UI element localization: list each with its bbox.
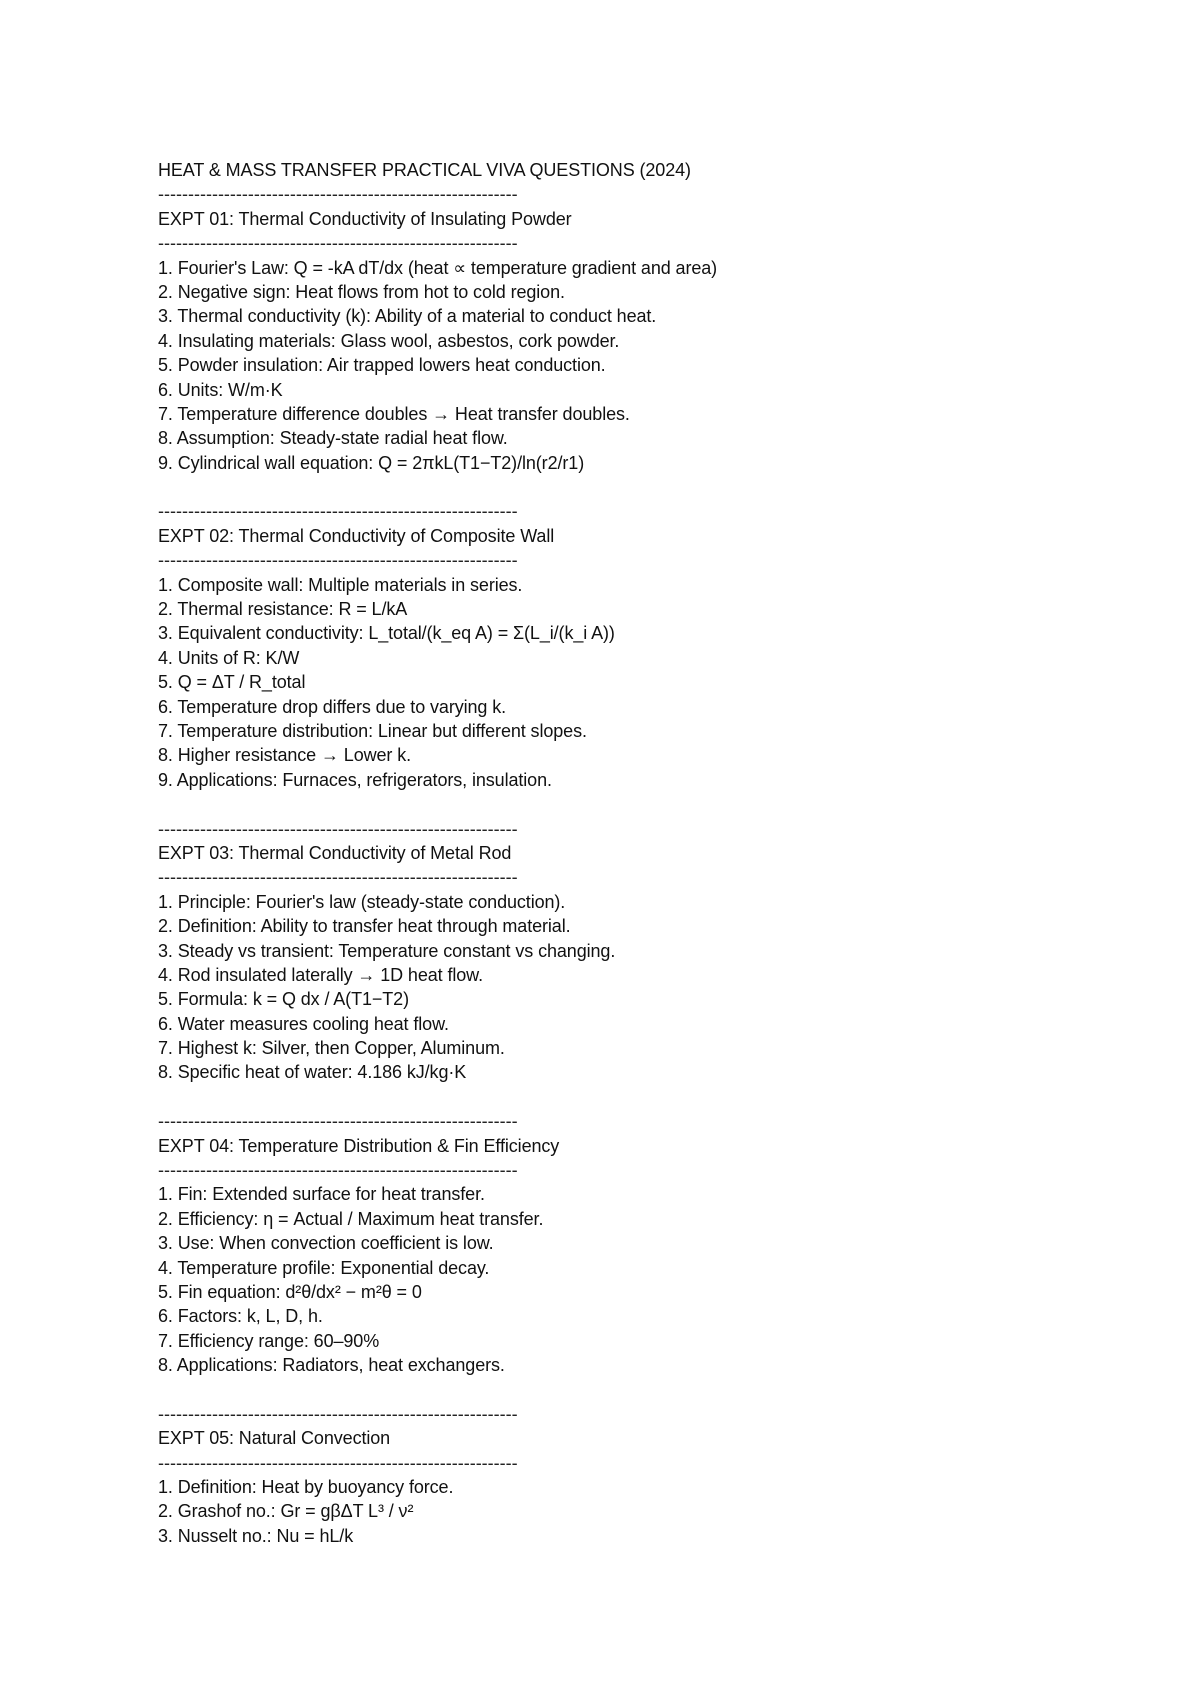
list-item: 5. Q = ΔT / R_total: [158, 672, 306, 693]
list-item: 7. Highest k: Silver, then Copper, Aluminum.: [158, 1038, 505, 1059]
list-item: 3. Thermal conductivity (k): Ability of a material to conduct heat.: [158, 306, 657, 327]
section-heading: EXPT 02: Thermal Conductivity of Composite Wall: [158, 525, 555, 546]
list-item: 4. Rod insulated laterally → 1D heat flow.: [158, 964, 483, 985]
blank-line: [158, 1378, 1138, 1402]
list-item: 6. Factors: k, L, D, h.: [158, 1306, 323, 1327]
list-item: 4. Units of R: K/W: [158, 647, 300, 668]
list-item: 9. Cylindrical wall equation: Q = 2πkL(T1−T2)/ln(r2/r1): [158, 452, 585, 473]
list-item: 3. Nusselt no.: Nu = hL/k: [158, 1525, 354, 1546]
separator-line: ------------------------------------------------------------: [158, 501, 518, 522]
separator-line: ------------------------------------------------------------: [158, 550, 518, 571]
list-item: 4. Insulating materials: Glass wool, asbestos, cork powder.: [158, 330, 620, 351]
separator-line: ------------------------------------------------------------: [158, 867, 518, 888]
list-item: 6. Water measures cooling heat flow.: [158, 1013, 449, 1034]
blank-line: [158, 792, 1138, 816]
section-expt-04: [158, 1109, 1138, 1402]
list-item: 3. Use: When convection coefficient is low.: [158, 1233, 494, 1254]
list-item: 2. Efficiency: η = Actual / Maximum heat transfer.: [158, 1208, 544, 1229]
list-item: 8. Assumption: Steady-state radial heat flow.: [158, 428, 508, 449]
list-item: 6. Units: W/m·K: [158, 379, 283, 400]
list-item: 5. Formula: k = Q dx / A(T1−T2): [158, 989, 409, 1010]
list-item: 2. Grashof no.: Gr = gβΔT L³ / ν²: [158, 1501, 414, 1522]
separator-line: ------------------------------------------------------------: [158, 818, 518, 839]
section-expt-03: [158, 817, 1138, 1110]
section-heading: EXPT 05: Natural Convection: [158, 1428, 391, 1449]
list-item: 4. Temperature profile: Exponential decay.: [158, 1257, 490, 1278]
list-item: 1. Composite wall: Multiple materials in series.: [158, 574, 523, 595]
list-item: 1. Fin: Extended surface for heat transfer.: [158, 1184, 485, 1205]
separator-line: ------------------------------------------------------------: [158, 184, 518, 205]
list-item: 2. Negative sign: Heat flows from hot to cold region.: [158, 281, 565, 302]
list-item: 2. Definition: Ability to transfer heat through material.: [158, 916, 571, 937]
list-item: 5. Powder insulation: Air trapped lowers heat conduction.: [158, 355, 606, 376]
separator-line: ------------------------------------------------------------: [158, 233, 518, 254]
section-expt-02: [158, 499, 1138, 816]
separator-line: ------------------------------------------------------------: [158, 1111, 518, 1132]
section-expt-01: [158, 182, 1138, 499]
list-item: 3. Steady vs transient: Temperature constant vs changing.: [158, 940, 616, 961]
blank-line: [158, 475, 1138, 499]
list-item: 7. Temperature distribution: Linear but different slopes.: [158, 720, 587, 741]
list-item: 1. Fourier's Law: Q = -kA dT/dx (heat ∝ temperature gradient and area): [158, 257, 718, 278]
section-expt-05: [158, 1402, 1138, 1548]
list-item: 8. Applications: Radiators, heat exchangers.: [158, 1355, 505, 1376]
list-item: 8. Specific heat of water: 4.186 kJ/kg·K: [158, 1062, 467, 1083]
list-item: 7. Temperature difference doubles → Heat transfer doubles.: [158, 403, 630, 424]
list-item: 1. Principle: Fourier's law (steady-state conduction).: [158, 891, 566, 912]
list-item: 8. Higher resistance → Lower k.: [158, 745, 412, 766]
separator-line: ------------------------------------------------------------: [158, 1160, 518, 1181]
document-title: HEAT & MASS TRANSFER PRACTICAL VIVA QUESTIONS (2024): [158, 160, 691, 180]
list-item: 2. Thermal resistance: R = L/kA: [158, 599, 408, 620]
list-item: 1. Definition: Heat by buoyancy force.: [158, 1477, 454, 1498]
list-item: 5. Fin equation: d²θ/dx² − m²θ = 0: [158, 1281, 422, 1302]
separator-line: ------------------------------------------------------------: [158, 1452, 518, 1473]
section-heading: EXPT 01: Thermal Conductivity of Insulating Powder: [158, 208, 572, 229]
blank-line: [158, 1085, 1138, 1109]
list-item: 9. Applications: Furnaces, refrigerators, insulation.: [158, 769, 552, 790]
separator-line: ------------------------------------------------------------: [158, 1403, 518, 1424]
list-item: 7. Efficiency range: 60–90%: [158, 1330, 380, 1351]
list-item: 6. Temperature drop differs due to varying k.: [158, 696, 507, 717]
section-heading: EXPT 03: Thermal Conductivity of Metal Rod: [158, 842, 512, 863]
document-page: [158, 158, 1138, 1548]
list-item: 3. Equivalent conductivity: L_total/(k_eq A) = Σ(L_i/(k_i A)): [158, 623, 615, 644]
section-heading: EXPT 04: Temperature Distribution & Fin Efficiency: [158, 1135, 560, 1156]
